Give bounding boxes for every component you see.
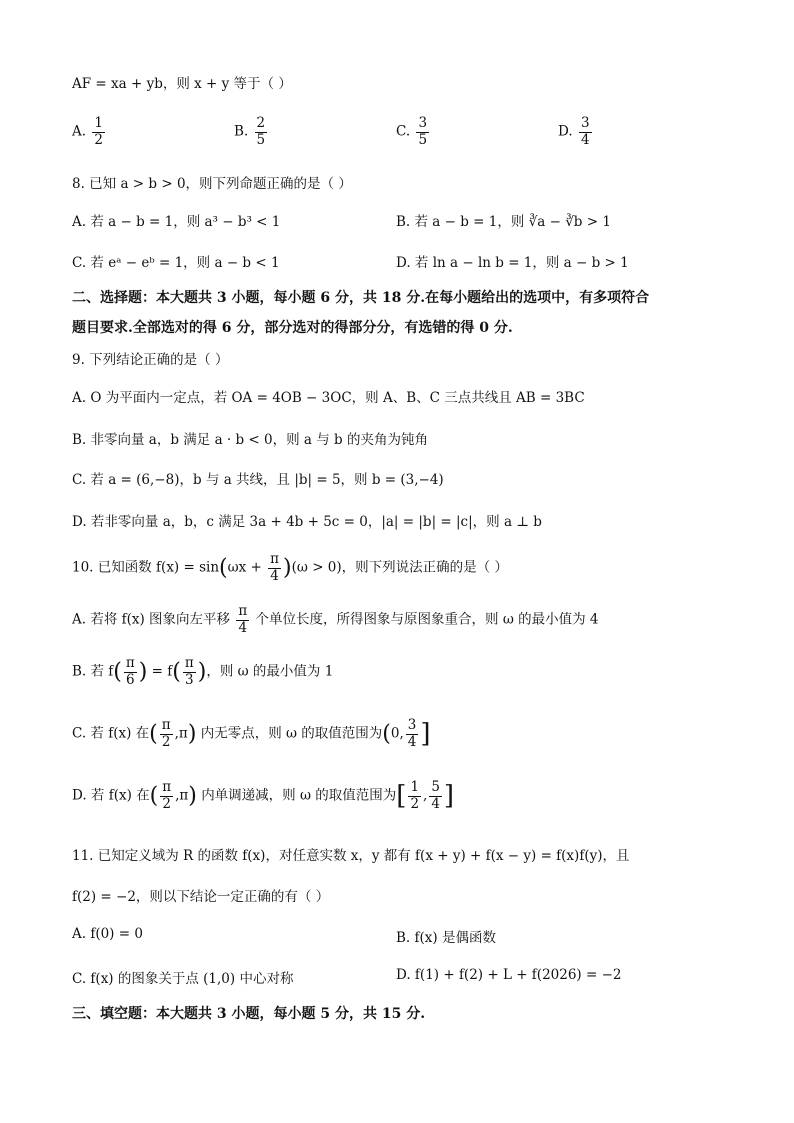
q10-option-d: D. 若 f(x) 在( $\frac{\pi}{2}$ ,π) 内单调递减，则 ω 的取值范围为[ $\frac{1}{2}$ , $\frac{5}{4}$ ] — [72, 779, 455, 812]
q7-option-b: B. $\frac{2}{5}$ — [234, 115, 266, 148]
q7-option-d: D. $\frac{3}{4}$ — [558, 115, 590, 148]
q8-stem: 8. 已知 a > b > 0，则下列命题正确的是（ ） — [72, 176, 352, 192]
q11-option-c: C. f(x) 的图象关于点 (1,0) 中心对称 — [72, 971, 294, 987]
section-2-heading: 二、选择题：本大题共 3 小题，每小题 6 分，共 18 分.在每小题给出的选项中，有多项符合 — [72, 290, 650, 306]
q8-option-d: D. 若 ln a − ln b = 1，则 a − b > 1 — [396, 255, 629, 271]
q8-option-b: B. 若 a − b = 1，则 ∛a − ∛b > 1 — [396, 214, 611, 230]
q7-stem: AF = xa + yb，则 x + y 等于（ ） — [72, 76, 292, 92]
q11-stem-cont: f(2) = −2，则以下结论一定正确的有（ ） — [72, 889, 330, 905]
q11-option-b: B. f(x) 是偶函数 — [396, 930, 496, 946]
q9-option-c: C. 若 a = (6,−8)，b 与 a 共线，且 |b| = 5，则 b = (3,−4) — [72, 472, 444, 488]
q10-option-b: B. 若 f( $\frac{\pi}{6}$ ) = f( $\frac{\pi}{3}$ )，则 ω 的最小值为 1 — [72, 655, 334, 688]
q9-stem: 9. 下列结论正确的是（ ） — [72, 352, 229, 368]
q8-option-a: A. 若 a − b = 1，则 a³ − b³ < 1 — [72, 214, 281, 230]
q10-stem: 10. 已知函数 f(x) = sin(ωx + $\frac{\pi}{4}$ )(ω > 0)，则下列说法正确的是（ ） — [72, 551, 508, 584]
q9-option-d: D. 若非零向量 a，b，c 满足 3a + 4b + 5c = 0，|a| = |b| = |c|，则 a ⊥ b — [72, 514, 542, 530]
q11-option-d: D. f(1) + f(2) + L + f(2026) = −2 — [396, 967, 622, 983]
q10-option-a: A. 若将 f(x) 图象向左平移 $\frac{\pi}{4}$ 个单位长度，所得图象与原图象重合，则 ω 的最小值为 4 — [72, 603, 599, 636]
q9-option-b: B. 非零向量 a，b 满足 a · b < 0，则 a 与 b 的夹角为钝角 — [72, 432, 428, 448]
q7-option-a: A. $\frac{1}{2}$ — [72, 115, 103, 148]
q7-option-c: C. $\frac{3}{5}$ — [396, 115, 428, 148]
section-2-heading-cont: 题目要求.全部选对的得 6 分，部分选对的得部分分，有选错的得 0 分. — [72, 320, 513, 336]
q11-option-a: A. f(0) = 0 — [72, 926, 143, 942]
q10-option-c: C. 若 f(x) 在( $\frac{\pi}{2}$ ,π) 内无零点，则 ω 的取值范围为(0, $\frac{3}{4}$ ] — [72, 717, 431, 750]
q11-stem: 11. 已知定义域为 R 的函数 f(x)，对任意实数 x，y 都有 f(x + y) + f(x − y) = f(x)f(y)，且 — [72, 848, 630, 864]
section-3-heading: 三、填空题：本大题共 3 小题，每小题 5 分，共 15 分. — [72, 1006, 426, 1022]
q8-option-c: C. 若 eᵃ − eᵇ = 1，则 a − b < 1 — [72, 255, 280, 271]
q9-option-a: A. O 为平面内一定点，若 OA = 4OB − 3OC，则 A、B、C 三点共线且 AB = 3BC — [72, 390, 585, 406]
